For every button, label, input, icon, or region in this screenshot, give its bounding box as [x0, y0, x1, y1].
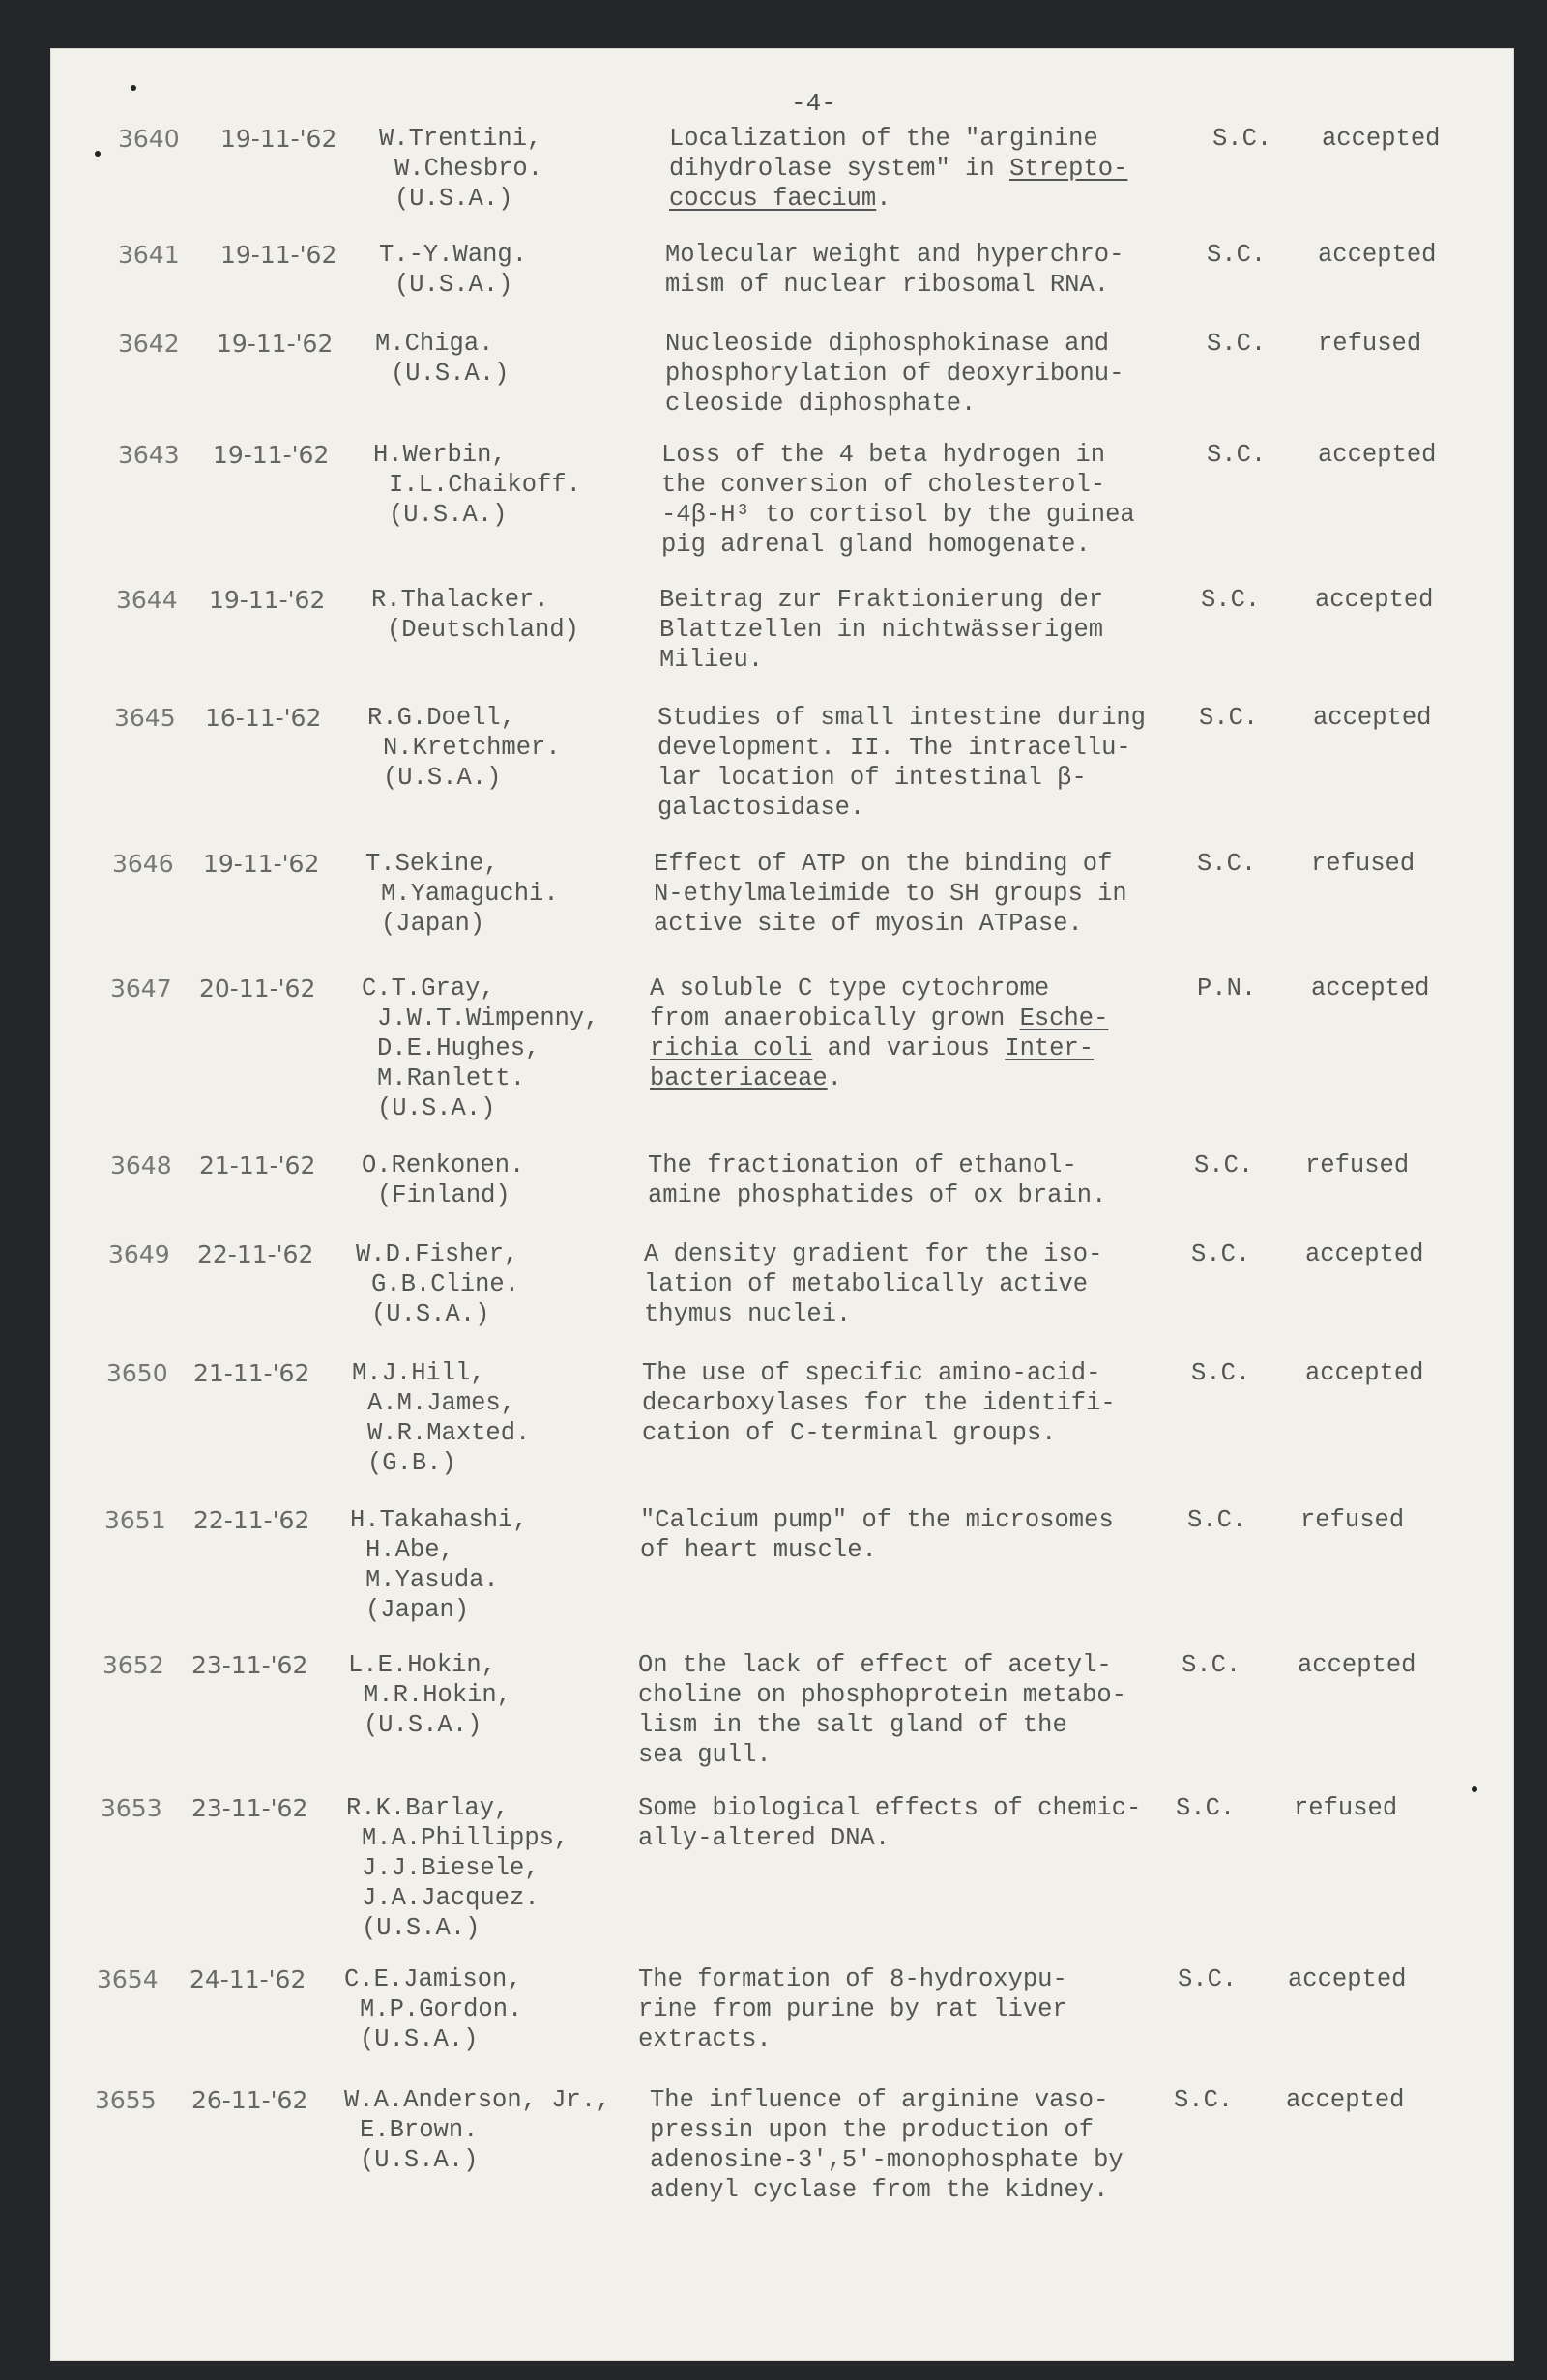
title-line: [661, 530, 1135, 560]
title-line: [669, 154, 1127, 184]
title-fragment: The formation of 8-hydroxypu-: [638, 1965, 1067, 1993]
entry-number: 3650: [106, 1359, 168, 1387]
title-line: [642, 1358, 1116, 1388]
author-line: W.Trentini,: [379, 125, 542, 153]
entry-number: 3642: [118, 330, 180, 358]
author-line: N.Kretchmer.: [383, 734, 561, 762]
author-line: H.Abe,: [365, 1536, 454, 1564]
title-line: [638, 1740, 1126, 1770]
title-fragment: The influence of arginine vaso-: [650, 2086, 1109, 2114]
author-line: (Deutschland): [387, 616, 579, 644]
title-fragment: .: [876, 185, 891, 213]
entry-date: 19-11-'62: [220, 125, 337, 153]
title-fragment: adenyl cyclase from the kidney.: [650, 2176, 1109, 2204]
title-fragment: Effect of ATP on the binding of: [654, 850, 1113, 878]
ink-dot: [131, 85, 136, 91]
title-line: [659, 615, 1103, 645]
entry-status: accepted: [1315, 586, 1434, 614]
title-fragment: Studies of small intestine during: [657, 704, 1146, 732]
entry-code: S.C.: [1207, 330, 1267, 358]
title-fragment: Blattzellen in nichtwässerigem: [659, 616, 1104, 644]
author-line: H.Takahashi,: [350, 1506, 528, 1534]
title-line: [669, 124, 1127, 154]
entry-title: [650, 2085, 1124, 2205]
title-fragment: The use of specific amino-acid-: [642, 1359, 1101, 1387]
title-line: [669, 184, 1127, 214]
entry-status: accepted: [1318, 441, 1437, 469]
author-line: D.E.Hughes,: [377, 1034, 540, 1062]
title-line: [644, 1269, 1102, 1299]
author-line: M.R.Hokin,: [364, 1681, 512, 1709]
title-fragment: Beitrag zur Fraktionierung der: [659, 586, 1104, 614]
author-line: (U.S.A.): [394, 185, 513, 213]
title-line: [650, 2085, 1124, 2115]
title-line: [648, 1150, 1106, 1180]
author-line: W.R.Maxted.: [367, 1419, 531, 1447]
entry-status: accepted: [1318, 241, 1437, 269]
entry-code: S.C.: [1176, 1794, 1236, 1822]
author-line: (U.S.A.): [383, 764, 502, 792]
entry-date: 21-11-'62: [199, 1151, 316, 1179]
entry-code: S.C.: [1201, 586, 1261, 614]
entry-status: accepted: [1286, 2086, 1405, 2114]
title-fragment: Esche-: [1019, 1004, 1109, 1032]
title-line: [665, 240, 1124, 270]
title-fragment: lism in the salt gland of the: [638, 1711, 1067, 1739]
entry-number: 3655: [95, 2086, 157, 2114]
title-fragment: choline on phosphoprotein metabo-: [638, 1681, 1126, 1709]
title-fragment: galactosidase.: [657, 794, 865, 822]
entry-number: 3641: [118, 241, 180, 269]
title-line: [638, 1964, 1067, 1994]
entry-title: [654, 849, 1127, 939]
title-line: [638, 1680, 1126, 1710]
entry-date: 21-11-'62: [193, 1359, 310, 1387]
page-number: -4-: [791, 89, 836, 118]
author-line: (U.S.A.): [364, 1711, 482, 1739]
entry-title: [638, 1650, 1126, 1770]
author-line: (U.S.A.): [394, 271, 513, 299]
entry-authors: [373, 440, 581, 530]
entry-authors: [362, 1150, 524, 1210]
title-line: [657, 733, 1146, 763]
entry-title: [650, 973, 1108, 1093]
entry-authors: [362, 973, 599, 1123]
author-line: T.-Y.Wang.: [379, 241, 528, 269]
title-line: [659, 645, 1103, 675]
title-line: [665, 389, 1124, 419]
entry-code: S.C.: [1207, 241, 1267, 269]
title-fragment: The fractionation of ethanol-: [648, 1151, 1077, 1179]
title-line: [644, 1299, 1102, 1329]
title-line: [638, 2024, 1067, 2054]
entry-status: accepted: [1288, 1965, 1407, 1993]
entry-title: [642, 1358, 1116, 1448]
author-line: R.Thalacker.: [371, 586, 549, 614]
author-line: J.A.Jacquez.: [362, 1884, 540, 1912]
entry-number: 3644: [116, 586, 178, 614]
entry-number: 3645: [114, 704, 176, 732]
author-line: O.Renkonen.: [362, 1151, 525, 1179]
title-line: [665, 359, 1124, 389]
entry-status: refused: [1294, 1794, 1398, 1822]
title-fragment: On the lack of effect of acetyl-: [638, 1651, 1112, 1679]
title-fragment: Nucleoside diphosphokinase and: [665, 330, 1110, 358]
title-fragment: cation of C-terminal groups.: [642, 1419, 1057, 1447]
entry-date: 19-11-'62: [213, 441, 330, 469]
author-line: (U.S.A.): [371, 1300, 490, 1328]
entry-date: 19-11-'62: [220, 241, 337, 269]
entry-number: 3648: [110, 1151, 172, 1179]
entry-date: 23-11-'62: [191, 1651, 308, 1679]
entry-date: 19-11-'62: [217, 330, 334, 358]
entry-status: accepted: [1313, 704, 1432, 732]
author-line: (U.S.A.): [377, 1094, 496, 1122]
title-fragment: Inter-: [1005, 1034, 1095, 1062]
entry-number: 3646: [112, 850, 174, 878]
entry-status: accepted: [1322, 125, 1441, 153]
title-fragment: A soluble C type cytochrome: [650, 974, 1050, 1002]
title-fragment: from anaerobically grown: [650, 1004, 1020, 1032]
author-line: W.A.Anderson, Jr.,: [344, 2086, 611, 2114]
entry-authors: [365, 849, 559, 939]
title-line: [638, 1994, 1067, 2024]
author-line: M.A.Phillipps,: [362, 1824, 569, 1852]
title-fragment: Localization of the "arginine: [669, 125, 1098, 153]
title-fragment: lar location of intestinal β-: [657, 764, 1087, 792]
title-line: [638, 1793, 1141, 1823]
entry-code: S.C.: [1194, 1151, 1254, 1179]
entry-title: [638, 1793, 1141, 1853]
title-fragment: -4β-H³ to cortisol by the guinea: [661, 501, 1135, 529]
author-line: J.W.T.Wimpenny,: [377, 1004, 599, 1032]
entry-date: 26-11-'62: [191, 2086, 308, 2114]
entry-code: S.C.: [1197, 850, 1257, 878]
entry-code: S.C.: [1187, 1506, 1247, 1534]
title-line: [661, 440, 1135, 470]
author-line: M.J.Hill,: [352, 1359, 485, 1387]
entry-number: 3652: [102, 1651, 164, 1679]
author-line: W.D.Fisher,: [356, 1240, 519, 1268]
title-line: [650, 2175, 1124, 2205]
entry-authors: [356, 1239, 519, 1329]
title-line: [644, 1239, 1102, 1269]
title-fragment: the conversion of cholesterol-: [661, 471, 1106, 499]
entry-code: S.C.: [1212, 125, 1272, 153]
ink-dot: [1472, 1786, 1477, 1792]
author-line: M.Yasuda.: [365, 1566, 499, 1594]
title-fragment: rine from purine by rat liver: [638, 1995, 1067, 2023]
entry-number: 3654: [97, 1965, 159, 1993]
title-line: [638, 1650, 1126, 1680]
entry-date: 23-11-'62: [191, 1794, 308, 1822]
title-fragment: Molecular weight and hyperchro-: [665, 241, 1124, 269]
author-line: H.Werbin,: [373, 441, 507, 469]
entry-title: [648, 1150, 1106, 1210]
entry-status: refused: [1318, 330, 1422, 358]
title-fragment: sea gull.: [638, 1741, 772, 1769]
title-line: [650, 1003, 1108, 1033]
title-fragment: extracts.: [638, 2025, 772, 2053]
entry-authors: [379, 124, 542, 214]
entry-number: 3640: [118, 125, 180, 153]
author-line: W.Chesbro.: [394, 155, 543, 183]
title-line: [648, 1180, 1106, 1210]
author-line: M.Ranlett.: [377, 1064, 526, 1092]
title-line: [657, 793, 1146, 823]
author-line: (Japan): [381, 910, 485, 938]
author-line: A.M.James,: [367, 1389, 516, 1417]
author-line: C.E.Jamison,: [344, 1965, 522, 1993]
title-fragment: Milieu.: [659, 646, 764, 674]
entry-code: S.C.: [1178, 1965, 1238, 1993]
entry-title: [665, 329, 1124, 419]
title-fragment: amine phosphatides of ox brain.: [648, 1181, 1107, 1209]
entry-status: refused: [1311, 850, 1416, 878]
title-fragment: Strepto-: [1008, 155, 1128, 183]
title-fragment: ally-altered DNA.: [638, 1824, 890, 1852]
title-fragment: lation of metabolically active: [644, 1270, 1089, 1298]
entry-status: accepted: [1311, 974, 1430, 1002]
title-fragment: adenosine-3',5'-monophosphate by: [650, 2146, 1124, 2174]
title-line: [661, 500, 1135, 530]
title-line: [657, 703, 1146, 733]
author-line: G.B.Cline.: [371, 1270, 520, 1298]
title-fragment: pig adrenal gland homogenate.: [661, 531, 1091, 559]
title-line: [650, 1033, 1108, 1063]
author-line: (U.S.A.): [360, 2025, 479, 2053]
entry-code: S.C.: [1207, 441, 1267, 469]
entry-title: [638, 1964, 1067, 2054]
title-fragment: of heart muscle.: [640, 1536, 877, 1564]
entry-title: [644, 1239, 1102, 1329]
title-line: [657, 763, 1146, 793]
title-fragment: development. II. The intracellu-: [657, 734, 1131, 762]
entry-number: 3647: [110, 974, 172, 1002]
title-fragment: cleoside diphosphate.: [665, 390, 977, 418]
entry-authors: [350, 1505, 528, 1625]
entry-date: 24-11-'62: [190, 1965, 306, 1993]
title-line: [654, 849, 1127, 879]
title-fragment: A density gradient for the iso-: [644, 1240, 1103, 1268]
title-fragment: phosphorylation of deoxyribonu-: [665, 360, 1124, 388]
title-line: [638, 1710, 1126, 1740]
author-line: L.E.Hokin,: [348, 1651, 497, 1679]
entry-status: accepted: [1298, 1651, 1416, 1679]
entry-title: [659, 585, 1103, 675]
entry-authors: [367, 703, 561, 793]
author-line: E.Brown.: [360, 2116, 479, 2144]
title-fragment: Some biological effects of chemic-: [638, 1794, 1142, 1822]
title-line: [659, 585, 1103, 615]
author-line: (G.B.): [367, 1449, 456, 1477]
author-line: (U.S.A.): [362, 1914, 481, 1942]
entry-status: refused: [1305, 1151, 1410, 1179]
title-line: [654, 909, 1127, 939]
title-fragment: Loss of the 4 beta hydrogen in: [661, 441, 1106, 469]
entry-number: 3651: [104, 1506, 166, 1534]
entry-date: 19-11-'62: [203, 850, 320, 878]
title-line: [650, 973, 1108, 1003]
entry-status: accepted: [1305, 1240, 1424, 1268]
title-line: [642, 1388, 1116, 1418]
entry-number: 3653: [101, 1794, 162, 1822]
entry-status: accepted: [1305, 1359, 1424, 1387]
title-fragment: N-ethylmaleimide to SH groups in: [654, 880, 1127, 908]
title-line: [654, 879, 1127, 909]
author-line: (Finland): [377, 1181, 511, 1209]
entry-authors: [375, 329, 509, 389]
author-line: (U.S.A.): [391, 360, 510, 388]
author-line: T.Sekine,: [365, 850, 499, 878]
title-fragment: richia coli: [650, 1034, 813, 1062]
entry-title: [669, 124, 1127, 214]
entry-code: S.C.: [1182, 1651, 1241, 1679]
title-fragment: bacteriaceae: [650, 1064, 828, 1092]
title-fragment: decarboxylases for the identifi-: [642, 1389, 1116, 1417]
entry-date: 16-11-'62: [205, 704, 322, 732]
title-line: [642, 1418, 1116, 1448]
title-fragment: active site of myosin ATPase.: [654, 910, 1083, 938]
title-fragment: mism of nuclear ribosomal RNA.: [665, 271, 1110, 299]
author-line: C.T.Gray,: [362, 974, 495, 1002]
title-fragment: thymus nuclei.: [644, 1300, 852, 1328]
entry-authors: [352, 1358, 530, 1478]
entry-number: 3649: [108, 1240, 170, 1268]
title-line: [650, 2115, 1124, 2145]
author-line: J.J.Biesele,: [362, 1854, 540, 1882]
title-fragment: dihydrolase system" in: [669, 155, 1009, 183]
entry-authors: [348, 1650, 511, 1740]
title-fragment: "Calcium pump" of the microsomes: [640, 1506, 1114, 1534]
entry-authors: [379, 240, 527, 300]
title-line: [650, 2145, 1124, 2175]
title-fragment: pressin upon the production of: [650, 2116, 1095, 2144]
title-line: [661, 470, 1135, 500]
title-line: [640, 1535, 1114, 1565]
title-fragment: .: [827, 1064, 842, 1092]
entry-authors: [346, 1793, 569, 1943]
entry-title: [665, 240, 1124, 300]
author-line: (Japan): [365, 1596, 470, 1624]
entry-authors: [344, 1964, 522, 2054]
author-line: R.K.Barlay,: [346, 1794, 510, 1822]
author-line: I.L.Chaikoff.: [389, 471, 581, 499]
author-line: M.P.Gordon.: [360, 1995, 523, 2023]
title-line: [638, 1823, 1141, 1853]
entry-date: 20-11-'62: [199, 974, 316, 1002]
author-line: M.Chiga.: [375, 330, 494, 358]
author-line: M.Yamaguchi.: [381, 880, 559, 908]
title-line: [650, 1063, 1108, 1093]
entry-number: 3643: [118, 441, 180, 469]
entry-date: 22-11-'62: [197, 1240, 314, 1268]
entry-title: [640, 1505, 1114, 1565]
title-fragment: and various: [812, 1034, 1006, 1062]
title-line: [665, 329, 1124, 359]
ink-dot: [95, 151, 101, 157]
entry-code: S.C.: [1174, 2086, 1234, 2114]
entry-authors: [371, 585, 579, 645]
entry-title: [657, 703, 1146, 823]
author-line: R.G.Doell,: [367, 704, 516, 732]
author-line: (U.S.A.): [360, 2146, 479, 2174]
entry-date: 22-11-'62: [193, 1506, 310, 1534]
entry-date: 19-11-'62: [209, 586, 326, 614]
entry-code: S.C.: [1199, 704, 1259, 732]
author-line: (U.S.A.): [389, 501, 508, 529]
entry-authors: [344, 2085, 610, 2175]
entry-code: S.C.: [1191, 1359, 1251, 1387]
entry-title: [661, 440, 1135, 560]
title-fragment: coccus faecium: [669, 185, 877, 213]
entry-status: refused: [1300, 1506, 1405, 1534]
entry-code: S.C.: [1191, 1240, 1251, 1268]
title-line: [640, 1505, 1114, 1535]
title-line: [665, 270, 1124, 300]
entry-code: P.N.: [1197, 974, 1257, 1002]
